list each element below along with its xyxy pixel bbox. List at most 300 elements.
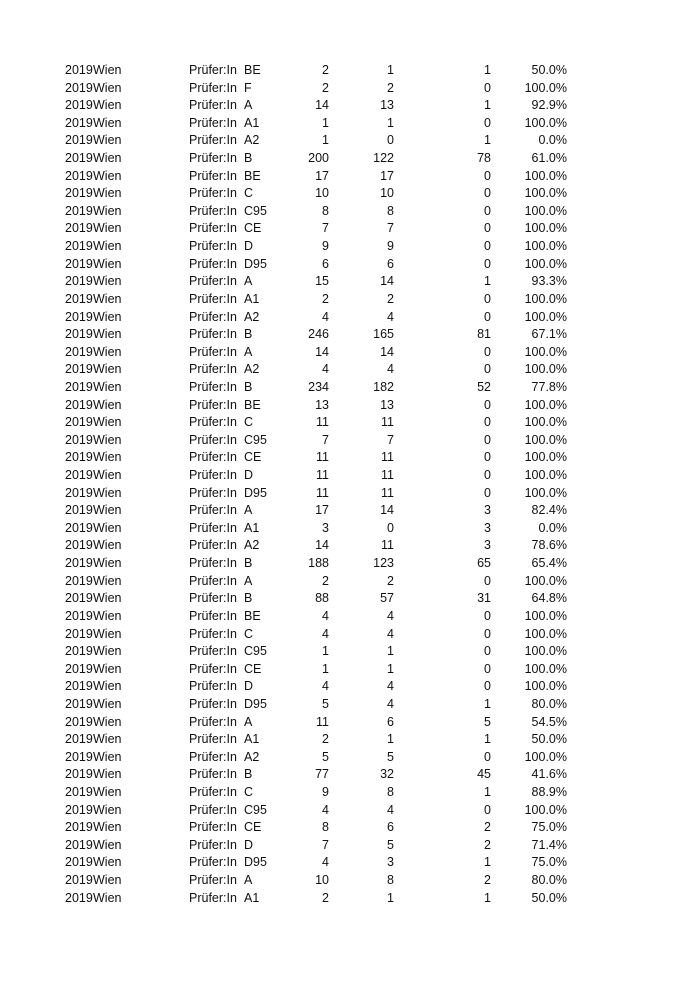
role-cell: Prüfer:In	[189, 767, 237, 782]
table-row	[0, 220, 700, 238]
table-row	[0, 203, 700, 221]
role-cell: Prüfer:In	[189, 503, 237, 518]
total-count-cell: 14	[315, 538, 329, 553]
license-class-cell: A	[244, 503, 253, 518]
passed-count-cell: 4	[387, 696, 394, 711]
city-cell: Wien	[93, 749, 122, 764]
passed-count-cell: 11	[381, 415, 394, 430]
pass-rate-cell: 0.0%	[538, 133, 567, 148]
failed-count-cell: 3	[484, 538, 491, 553]
pass-rate-cell: 100.0%	[524, 661, 567, 676]
role-cell: Prüfer:In	[189, 256, 237, 271]
failed-count-cell: 0	[484, 802, 491, 817]
license-class-cell: D	[244, 837, 254, 852]
table-row	[0, 819, 700, 837]
city-cell: Wien	[93, 274, 122, 289]
total-count-cell: 88	[315, 591, 329, 606]
table-row	[0, 608, 700, 626]
role-cell: Prüfer:In	[189, 749, 237, 764]
license-class-cell: A	[244, 344, 253, 359]
year-cell: 2019	[65, 133, 93, 148]
city-cell: Wien	[93, 344, 122, 359]
city-cell: Wien	[93, 203, 122, 218]
license-class-cell: B	[244, 151, 253, 166]
table-row	[0, 626, 700, 644]
passed-count-cell: 182	[373, 379, 394, 394]
table-row	[0, 784, 700, 802]
passed-count-cell: 14	[380, 344, 394, 359]
pass-rate-cell: 92.9%	[531, 98, 567, 113]
year-cell: 2019	[65, 98, 93, 113]
city-cell: Wien	[93, 468, 122, 483]
city-cell: Wien	[93, 503, 122, 518]
role-cell: Prüfer:In	[189, 873, 237, 888]
total-count-cell: 7	[322, 837, 329, 852]
total-count-cell: 246	[308, 327, 329, 342]
total-count-cell: 2	[322, 890, 329, 905]
role-cell: Prüfer:In	[189, 379, 237, 394]
pass-rate-cell: 41.6%	[531, 767, 567, 782]
failed-count-cell: 0	[484, 626, 491, 641]
role-cell: Prüfer:In	[189, 327, 237, 342]
total-count-cell: 11	[316, 485, 329, 500]
city-cell: Wien	[93, 608, 122, 623]
license-class-cell: C95	[244, 203, 267, 218]
passed-count-cell: 165	[373, 327, 394, 342]
failed-count-cell: 1	[484, 133, 491, 148]
city-cell: Wien	[93, 168, 122, 183]
total-count-cell: 11	[316, 714, 329, 729]
city-cell: Wien	[93, 855, 122, 870]
table-row	[0, 643, 700, 661]
year-cell: 2019	[65, 256, 93, 271]
license-class-cell: D	[244, 468, 254, 483]
year-cell: 2019	[65, 168, 93, 183]
role-cell: Prüfer:In	[189, 837, 237, 852]
license-class-cell: A2	[244, 362, 260, 377]
passed-count-cell: 8	[387, 203, 394, 218]
license-class-cell: CE	[244, 450, 262, 465]
table-row	[0, 326, 700, 344]
total-count-cell: 2	[322, 63, 329, 77]
city-cell: Wien	[93, 679, 122, 694]
license-class-cell: D95	[244, 855, 267, 870]
year-cell: 2019	[65, 503, 93, 518]
failed-count-cell: 1	[484, 63, 491, 77]
pass-rate-cell: 67.1%	[531, 327, 567, 342]
city-cell: Wien	[93, 485, 122, 500]
role-cell: Prüfer:In	[189, 415, 237, 430]
pass-rate-cell: 50.0%	[531, 890, 567, 905]
license-class-cell: A1	[244, 732, 260, 747]
year-cell: 2019	[65, 274, 93, 289]
role-cell: Prüfer:In	[189, 679, 237, 694]
failed-count-cell: 0	[484, 362, 491, 377]
city-cell: Wien	[93, 556, 122, 571]
role-cell: Prüfer:In	[189, 239, 237, 254]
table-row	[0, 467, 700, 485]
total-count-cell: 10	[315, 873, 329, 888]
year-cell: 2019	[65, 608, 93, 623]
table-row	[0, 590, 700, 608]
table-row	[0, 802, 700, 820]
year-cell: 2019	[65, 468, 93, 483]
passed-count-cell: 122	[373, 151, 394, 166]
failed-count-cell: 81	[477, 327, 491, 342]
total-count-cell: 234	[308, 379, 329, 394]
license-class-cell: D95	[244, 485, 267, 500]
passed-count-cell: 123	[373, 556, 394, 571]
total-count-cell: 2	[322, 80, 329, 95]
data-table	[0, 62, 700, 907]
role-cell: Prüfer:In	[189, 80, 237, 95]
table-row	[0, 766, 700, 784]
pass-rate-cell: 80.0%	[531, 873, 567, 888]
total-count-cell: 17	[315, 168, 329, 183]
city-cell: Wien	[93, 644, 122, 659]
total-count-cell: 1	[322, 644, 329, 659]
table-row	[0, 432, 700, 450]
failed-count-cell: 1	[484, 696, 491, 711]
table-row	[0, 291, 700, 309]
pass-rate-cell: 100.0%	[524, 573, 567, 588]
city-cell: Wien	[93, 767, 122, 782]
table-row	[0, 256, 700, 274]
failed-count-cell: 2	[484, 873, 491, 888]
total-count-cell: 77	[315, 767, 329, 782]
table-row	[0, 520, 700, 538]
pass-rate-cell: 100.0%	[524, 186, 567, 201]
license-class-cell: A	[244, 873, 253, 888]
total-count-cell: 3	[322, 520, 329, 535]
pass-rate-cell: 100.0%	[524, 397, 567, 412]
table-row	[0, 854, 700, 872]
role-cell: Prüfer:In	[189, 855, 237, 870]
passed-count-cell: 2	[387, 291, 394, 306]
table-row	[0, 168, 700, 186]
license-class-cell: CE	[244, 221, 262, 236]
pass-rate-cell: 100.0%	[524, 802, 567, 817]
license-class-cell: BE	[244, 63, 261, 77]
total-count-cell: 2	[322, 732, 329, 747]
table-row	[0, 414, 700, 432]
role-cell: Prüfer:In	[189, 186, 237, 201]
table-row	[0, 749, 700, 767]
license-class-cell: C95	[244, 802, 267, 817]
pass-rate-cell: 100.0%	[524, 239, 567, 254]
year-cell: 2019	[65, 327, 93, 342]
role-cell: Prüfer:In	[189, 802, 237, 817]
role-cell: Prüfer:In	[189, 591, 237, 606]
city-cell: Wien	[93, 714, 122, 729]
city-cell: Wien	[93, 327, 122, 342]
table-row	[0, 714, 700, 732]
table-row	[0, 485, 700, 503]
passed-count-cell: 4	[387, 608, 394, 623]
license-class-cell: A1	[244, 520, 260, 535]
year-cell: 2019	[65, 749, 93, 764]
pass-rate-cell: 82.4%	[531, 503, 567, 518]
passed-count-cell: 11	[381, 538, 394, 553]
total-count-cell: 8	[322, 820, 329, 835]
city-cell: Wien	[93, 873, 122, 888]
license-class-cell: D95	[244, 256, 267, 271]
table-row	[0, 449, 700, 467]
total-count-cell: 15	[315, 274, 329, 289]
failed-count-cell: 3	[484, 503, 491, 518]
total-count-cell: 1	[322, 115, 329, 130]
year-cell: 2019	[65, 221, 93, 236]
pass-rate-cell: 100.0%	[524, 168, 567, 183]
year-cell: 2019	[65, 63, 93, 77]
passed-count-cell: 11	[381, 485, 394, 500]
pass-rate-cell: 100.0%	[524, 291, 567, 306]
passed-count-cell: 4	[387, 309, 394, 324]
license-class-cell: C95	[244, 432, 267, 447]
failed-count-cell: 1	[484, 98, 491, 113]
passed-count-cell: 8	[387, 784, 394, 799]
city-cell: Wien	[93, 591, 122, 606]
failed-count-cell: 1	[484, 784, 491, 799]
year-cell: 2019	[65, 203, 93, 218]
year-cell: 2019	[65, 538, 93, 553]
table-row	[0, 361, 700, 379]
year-cell: 2019	[65, 344, 93, 359]
role-cell: Prüfer:In	[189, 362, 237, 377]
pass-rate-cell: 100.0%	[524, 256, 567, 271]
license-class-cell: B	[244, 591, 253, 606]
pass-rate-cell: 75.0%	[531, 855, 567, 870]
role-cell: Prüfer:In	[189, 450, 237, 465]
role-cell: Prüfer:In	[189, 344, 237, 359]
pass-rate-cell: 100.0%	[524, 415, 567, 430]
year-cell: 2019	[65, 732, 93, 747]
role-cell: Prüfer:In	[189, 714, 237, 729]
total-count-cell: 4	[322, 309, 329, 324]
city-cell: Wien	[93, 432, 122, 447]
total-count-cell: 13	[315, 397, 329, 412]
pass-rate-cell: 100.0%	[524, 221, 567, 236]
pass-rate-cell: 78.6%	[531, 538, 567, 553]
failed-count-cell: 65	[477, 556, 491, 571]
total-count-cell: 1	[322, 661, 329, 676]
pass-rate-cell: 100.0%	[524, 450, 567, 465]
passed-count-cell: 1	[387, 661, 394, 676]
role-cell: Prüfer:In	[189, 221, 237, 236]
failed-count-cell: 3	[484, 520, 491, 535]
table-row	[0, 555, 700, 573]
city-cell: Wien	[93, 239, 122, 254]
failed-count-cell: 45	[477, 767, 491, 782]
role-cell: Prüfer:In	[189, 661, 237, 676]
passed-count-cell: 6	[387, 714, 394, 729]
role-cell: Prüfer:In	[189, 538, 237, 553]
city-cell: Wien	[93, 151, 122, 166]
failed-count-cell: 0	[484, 221, 491, 236]
license-class-cell: C	[244, 415, 254, 430]
city-cell: Wien	[93, 309, 122, 324]
license-class-cell: C	[244, 186, 254, 201]
passed-count-cell: 11	[381, 468, 394, 483]
role-cell: Prüfer:In	[189, 168, 237, 183]
role-cell: Prüfer:In	[189, 644, 237, 659]
license-class-cell: A	[244, 274, 253, 289]
license-class-cell: A2	[244, 309, 260, 324]
year-cell: 2019	[65, 767, 93, 782]
city-cell: Wien	[93, 820, 122, 835]
license-class-cell: A1	[244, 291, 260, 306]
failed-count-cell: 0	[484, 344, 491, 359]
license-class-cell: A2	[244, 538, 260, 553]
license-class-cell: B	[244, 556, 253, 571]
city-cell: Wien	[93, 802, 122, 817]
license-class-cell: D	[244, 679, 254, 694]
city-cell: Wien	[93, 784, 122, 799]
failed-count-cell: 0	[484, 168, 491, 183]
failed-count-cell: 2	[484, 820, 491, 835]
failed-count-cell: 78	[477, 151, 491, 166]
failed-count-cell: 0	[484, 415, 491, 430]
passed-count-cell: 2	[387, 80, 394, 95]
license-class-cell: C	[244, 784, 254, 799]
failed-count-cell: 5	[484, 714, 491, 729]
total-count-cell: 188	[308, 556, 329, 571]
license-class-cell: A	[244, 98, 253, 113]
passed-count-cell: 32	[380, 767, 394, 782]
total-count-cell: 14	[315, 98, 329, 113]
failed-count-cell: 1	[484, 890, 491, 905]
year-cell: 2019	[65, 432, 93, 447]
year-cell: 2019	[65, 415, 93, 430]
failed-count-cell: 0	[484, 679, 491, 694]
year-cell: 2019	[65, 151, 93, 166]
table-row	[0, 872, 700, 890]
failed-count-cell: 0	[484, 661, 491, 676]
city-cell: Wien	[93, 732, 122, 747]
table-row	[0, 837, 700, 855]
total-count-cell: 4	[322, 679, 329, 694]
pass-rate-cell: 50.0%	[531, 63, 567, 77]
license-class-cell: A1	[244, 115, 260, 130]
total-count-cell: 1	[322, 133, 329, 148]
city-cell: Wien	[93, 538, 122, 553]
role-cell: Prüfer:In	[189, 98, 237, 113]
failed-count-cell: 0	[484, 186, 491, 201]
role-cell: Prüfer:In	[189, 309, 237, 324]
license-class-cell: A	[244, 714, 253, 729]
total-count-cell: 4	[322, 626, 329, 641]
failed-count-cell: 52	[477, 379, 491, 394]
total-count-cell: 4	[322, 802, 329, 817]
total-count-cell: 9	[322, 239, 329, 254]
pass-rate-cell: 93.3%	[531, 274, 567, 289]
pass-rate-cell: 100.0%	[524, 468, 567, 483]
role-cell: Prüfer:In	[189, 203, 237, 218]
passed-count-cell: 7	[387, 432, 394, 447]
total-count-cell: 11	[316, 468, 329, 483]
table-row	[0, 678, 700, 696]
role-cell: Prüfer:In	[189, 732, 237, 747]
failed-count-cell: 1	[484, 732, 491, 747]
passed-count-cell: 4	[387, 362, 394, 377]
passed-count-cell: 7	[387, 221, 394, 236]
passed-count-cell: 4	[387, 679, 394, 694]
pass-rate-cell: 75.0%	[531, 820, 567, 835]
table-row	[0, 661, 700, 679]
passed-count-cell: 1	[387, 115, 394, 130]
city-cell: Wien	[93, 362, 122, 377]
passed-count-cell: 1	[387, 890, 394, 905]
failed-count-cell: 0	[484, 450, 491, 465]
role-cell: Prüfer:In	[189, 63, 237, 77]
passed-count-cell: 6	[387, 820, 394, 835]
table-row	[0, 115, 700, 133]
passed-count-cell: 1	[387, 63, 394, 77]
pass-rate-cell: 100.0%	[524, 626, 567, 641]
role-cell: Prüfer:In	[189, 784, 237, 799]
passed-count-cell: 14	[380, 503, 394, 518]
pass-rate-cell: 100.0%	[524, 80, 567, 95]
pass-rate-cell: 100.0%	[524, 608, 567, 623]
table-row	[0, 890, 700, 908]
city-cell: Wien	[93, 98, 122, 113]
passed-count-cell: 8	[387, 873, 394, 888]
year-cell: 2019	[65, 873, 93, 888]
table-row	[0, 731, 700, 749]
table-row	[0, 696, 700, 714]
license-class-cell: BE	[244, 608, 261, 623]
pass-rate-cell: 100.0%	[524, 309, 567, 324]
role-cell: Prüfer:In	[189, 520, 237, 535]
year-cell: 2019	[65, 291, 93, 306]
city-cell: Wien	[93, 115, 122, 130]
failed-count-cell: 0	[484, 397, 491, 412]
passed-count-cell: 1	[387, 644, 394, 659]
city-cell: Wien	[93, 80, 122, 95]
pass-rate-cell: 100.0%	[524, 344, 567, 359]
role-cell: Prüfer:In	[189, 432, 237, 447]
table-row	[0, 344, 700, 362]
passed-count-cell: 10	[380, 186, 394, 201]
failed-count-cell: 0	[484, 644, 491, 659]
city-cell: Wien	[93, 837, 122, 852]
passed-count-cell: 1	[387, 732, 394, 747]
total-count-cell: 10	[315, 186, 329, 201]
year-cell: 2019	[65, 397, 93, 412]
role-cell: Prüfer:In	[189, 608, 237, 623]
city-cell: Wien	[93, 133, 122, 148]
city-cell: Wien	[93, 221, 122, 236]
role-cell: Prüfer:In	[189, 485, 237, 500]
total-count-cell: 2	[322, 573, 329, 588]
pass-rate-cell: 50.0%	[531, 732, 567, 747]
year-cell: 2019	[65, 837, 93, 852]
total-count-cell: 4	[322, 608, 329, 623]
year-cell: 2019	[65, 379, 93, 394]
city-cell: Wien	[93, 291, 122, 306]
table-row	[0, 238, 700, 256]
year-cell: 2019	[65, 485, 93, 500]
total-count-cell: 5	[322, 749, 329, 764]
failed-count-cell: 1	[484, 855, 491, 870]
total-count-cell: 6	[322, 256, 329, 271]
failed-count-cell: 0	[484, 115, 491, 130]
license-class-cell: A1	[244, 890, 260, 905]
pass-rate-cell: 88.9%	[531, 784, 567, 799]
passed-count-cell: 0	[387, 520, 394, 535]
pass-rate-cell: 100.0%	[524, 679, 567, 694]
failed-count-cell: 0	[484, 749, 491, 764]
